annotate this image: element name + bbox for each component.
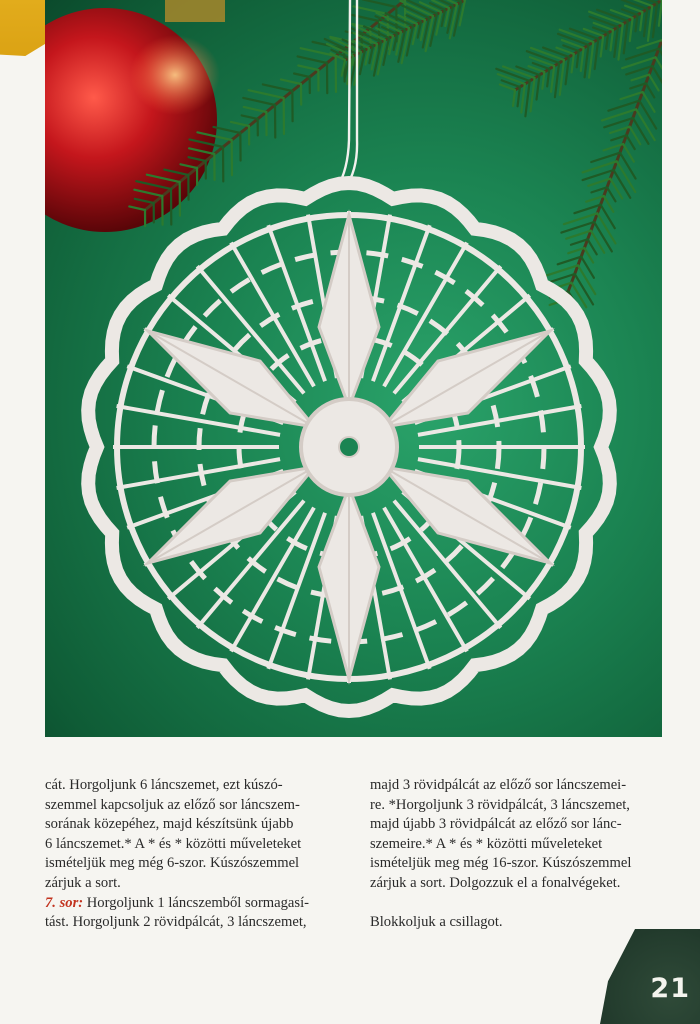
red-ornament-icon (45, 0, 225, 232)
row-7-line (45, 894, 345, 914)
crochet-snowflake (88, 183, 610, 711)
paragraph-gap (370, 894, 670, 914)
text-line: szemeire.* A * és * közötti műveleteket (370, 835, 603, 852)
text-line: majd újabb 3 rövidpálcát az előző sor lánc- (370, 816, 622, 833)
text-line: Blokkoljuk a csillagot. (370, 914, 503, 931)
text-line: szemmel kapcsoljuk az előző sor láncszem- (45, 796, 300, 813)
text-line: re. *Horgoljunk 3 rövidpálcát, 3 láncszemet, (370, 796, 630, 813)
instructions-right-column (370, 776, 670, 933)
text-line: cát. Horgoljunk 6 láncszemet, ezt kúszó- (45, 777, 283, 793)
pine-branch-icon (129, 0, 662, 314)
text-line: majd 3 rövidpálcát az előző sor láncszemei- (370, 777, 627, 793)
instructions-left-column (45, 776, 345, 933)
page-number: 21 (650, 973, 690, 1004)
text-line: zárjuk a sort. Dolgozzuk el a fonalvégeket. (370, 874, 621, 891)
snowflake-photo (45, 0, 662, 737)
text-line: zárjuk a sort. (45, 874, 121, 891)
text-line: 6 láncszemet.* A * és * közötti műveleteket (45, 835, 302, 852)
row-7-label: 7. sor: (45, 894, 84, 911)
text-line: ismételjük meg még 6-szor. Kúszószemmel (45, 855, 300, 872)
text-line: tást. Horgoljunk 2 rövidpálcát, 3 láncszemet, (45, 914, 307, 931)
text-line: sorának közepéhez, majd készítsünk újabb (45, 816, 294, 833)
text-line: ismételjük meg még 16-szor. Kúszószemmel (370, 855, 632, 872)
corner-tab-decoration (0, 0, 46, 70)
hanging-thread (337, 0, 357, 188)
crochet-snowflake-ornament-icon (45, 0, 662, 737)
row-7-text: Horgoljunk 1 láncszemből sormagasí- (83, 894, 309, 911)
